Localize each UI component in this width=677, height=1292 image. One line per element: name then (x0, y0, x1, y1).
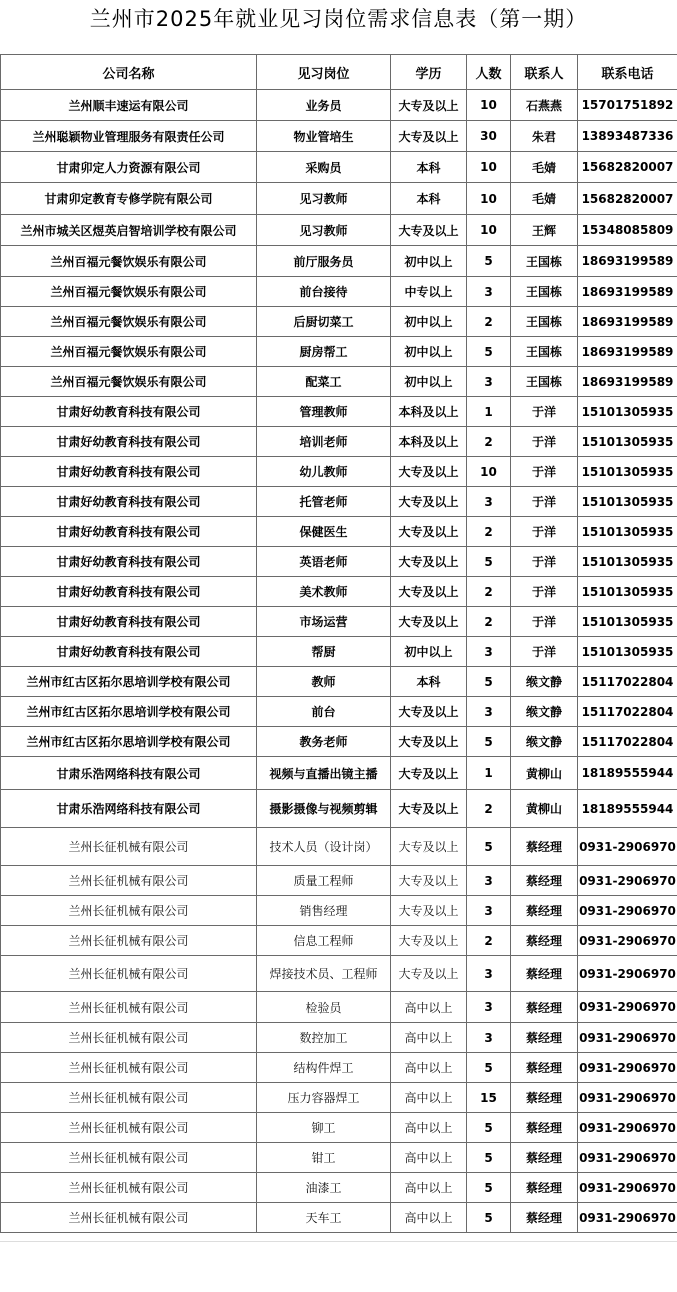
table-row (1, 307, 677, 337)
contact-cell: 缑文静 (511, 727, 578, 757)
education-cell: 大专及以上 (391, 517, 467, 547)
company-cell: 兰州市红古区拓尔思培训学校有限公司 (1, 667, 257, 697)
count-cell: 3 (467, 487, 511, 517)
contact-cell: 王国栋 (511, 277, 578, 307)
contact-cell: 黄柳山 (511, 757, 578, 790)
company-cell: 兰州长征机械有限公司 (1, 1023, 257, 1053)
education-cell: 初中以上 (391, 637, 467, 667)
position-cell: 美术教师 (257, 577, 391, 607)
phone-cell: 18693199589 (578, 277, 677, 307)
company-cell: 兰州长征机械有限公司 (1, 992, 257, 1023)
count-cell: 3 (467, 992, 511, 1023)
position-cell: 幼儿教师 (257, 457, 391, 487)
education-cell: 大专及以上 (391, 790, 467, 828)
education-cell: 大专及以上 (391, 215, 467, 246)
table-row (1, 457, 677, 487)
count-cell: 3 (467, 367, 511, 397)
education-cell: 大专及以上 (391, 121, 467, 152)
phone-cell: 0931-2906970 (578, 992, 677, 1023)
phone-cell: 13893487336 (578, 121, 677, 152)
position-cell: 后厨切菜工 (257, 307, 391, 337)
company-cell: 兰州长征机械有限公司 (1, 1203, 257, 1233)
phone-cell: 0931-2906970 (578, 1143, 677, 1173)
education-cell: 大专及以上 (391, 487, 467, 517)
blank-sheet-area (0, 1241, 677, 1292)
position-cell: 天车工 (257, 1203, 391, 1233)
table-row (1, 547, 677, 577)
phone-cell: 15101305935 (578, 487, 677, 517)
contact-cell: 蔡经理 (511, 926, 578, 956)
position-cell: 数控加工 (257, 1023, 391, 1053)
company-cell: 甘肃好幼教育科技有限公司 (1, 517, 257, 547)
company-cell: 兰州百福元餐饮娱乐有限公司 (1, 307, 257, 337)
table-row (1, 667, 677, 697)
company-cell: 甘肃好幼教育科技有限公司 (1, 427, 257, 457)
phone-cell: 0931-2906970 (578, 926, 677, 956)
company-cell: 甘肃乐浩网络科技有限公司 (1, 757, 257, 790)
contact-cell: 蔡经理 (511, 1173, 578, 1203)
education-cell: 大专及以上 (391, 727, 467, 757)
education-cell: 高中以上 (391, 1113, 467, 1143)
company-cell: 兰州长征机械有限公司 (1, 956, 257, 992)
contact-cell: 于洋 (511, 577, 578, 607)
contact-cell: 于洋 (511, 487, 578, 517)
table-row (1, 1023, 677, 1053)
count-cell: 2 (467, 926, 511, 956)
table-row (1, 152, 677, 183)
phone-cell: 15117022804 (578, 697, 677, 727)
education-cell: 高中以上 (391, 1203, 467, 1233)
position-cell: 结构件焊工 (257, 1053, 391, 1083)
education-cell: 高中以上 (391, 1173, 467, 1203)
phone-cell: 15101305935 (578, 457, 677, 487)
table-row (1, 956, 677, 992)
phone-cell: 15682820007 (578, 152, 677, 183)
position-cell: 检验员 (257, 992, 391, 1023)
count-cell: 5 (467, 667, 511, 697)
count-cell: 15 (467, 1083, 511, 1113)
table-row (1, 183, 677, 215)
table-row (1, 577, 677, 607)
position-cell: 英语老师 (257, 547, 391, 577)
table-row (1, 215, 677, 246)
position-cell: 摄影摄像与视频剪辑 (257, 790, 391, 828)
phone-cell: 18693199589 (578, 367, 677, 397)
contact-cell: 毛婧 (511, 152, 578, 183)
company-cell: 甘肃好幼教育科技有限公司 (1, 637, 257, 667)
table-row (1, 992, 677, 1023)
education-cell: 本科 (391, 152, 467, 183)
education-cell: 大专及以上 (391, 697, 467, 727)
phone-cell: 15101305935 (578, 577, 677, 607)
table-row (1, 896, 677, 926)
company-cell: 兰州聪颖物业管理服务有限责任公司 (1, 121, 257, 152)
count-cell: 2 (467, 427, 511, 457)
phone-cell: 15117022804 (578, 727, 677, 757)
company-cell: 兰州长征机械有限公司 (1, 828, 257, 866)
count-cell: 2 (467, 517, 511, 547)
count-cell: 3 (467, 896, 511, 926)
phone-cell: 0931-2906970 (578, 956, 677, 992)
position-cell: 信息工程师 (257, 926, 391, 956)
contact-cell: 蔡经理 (511, 1023, 578, 1053)
contact-cell: 王国栋 (511, 307, 578, 337)
count-cell: 3 (467, 1023, 511, 1053)
phone-cell: 0931-2906970 (578, 1113, 677, 1143)
contact-cell: 黄柳山 (511, 790, 578, 828)
education-cell: 中专以上 (391, 277, 467, 307)
company-cell: 兰州长征机械有限公司 (1, 1173, 257, 1203)
education-cell: 本科 (391, 667, 467, 697)
contact-cell: 于洋 (511, 517, 578, 547)
table-row (1, 90, 677, 121)
contact-cell: 朱君 (511, 121, 578, 152)
count-cell: 5 (467, 1143, 511, 1173)
contact-cell: 蔡经理 (511, 1143, 578, 1173)
table-row (1, 1053, 677, 1083)
table-row (1, 337, 677, 367)
company-cell: 甘肃好幼教育科技有限公司 (1, 577, 257, 607)
phone-cell: 15101305935 (578, 547, 677, 577)
company-cell: 兰州百福元餐饮娱乐有限公司 (1, 246, 257, 277)
position-cell: 培训老师 (257, 427, 391, 457)
count-cell: 5 (467, 337, 511, 367)
company-cell: 甘肃卯定人力资源有限公司 (1, 152, 257, 183)
company-cell: 兰州市红古区拓尔思培训学校有限公司 (1, 727, 257, 757)
company-cell: 兰州长征机械有限公司 (1, 896, 257, 926)
company-cell: 兰州市城关区煜英启智培训学校有限公司 (1, 215, 257, 246)
table-row (1, 246, 677, 277)
table-row (1, 697, 677, 727)
company-cell: 兰州长征机械有限公司 (1, 926, 257, 956)
count-cell: 10 (467, 457, 511, 487)
position-cell: 见习教师 (257, 215, 391, 246)
position-cell: 销售经理 (257, 896, 391, 926)
company-cell: 兰州百福元餐饮娱乐有限公司 (1, 367, 257, 397)
company-cell: 兰州长征机械有限公司 (1, 866, 257, 896)
contact-cell: 于洋 (511, 607, 578, 637)
count-cell: 3 (467, 866, 511, 896)
count-cell: 10 (467, 152, 511, 183)
count-cell: 1 (467, 757, 511, 790)
education-cell: 大专及以上 (391, 956, 467, 992)
phone-cell: 0931-2906970 (578, 1053, 677, 1083)
phone-cell: 15682820007 (578, 183, 677, 215)
phone-cell: 18693199589 (578, 246, 677, 277)
count-cell: 5 (467, 1053, 511, 1083)
education-cell: 大专及以上 (391, 607, 467, 637)
count-cell: 3 (467, 277, 511, 307)
phone-cell: 15101305935 (578, 607, 677, 637)
contact-cell: 蔡经理 (511, 1113, 578, 1143)
count-cell: 5 (467, 1173, 511, 1203)
company-cell: 甘肃好幼教育科技有限公司 (1, 457, 257, 487)
phone-cell: 0931-2906970 (578, 1173, 677, 1203)
contact-cell: 蔡经理 (511, 896, 578, 926)
table-row (1, 607, 677, 637)
company-cell: 兰州百福元餐饮娱乐有限公司 (1, 337, 257, 367)
position-cell: 保健医生 (257, 517, 391, 547)
col-header-position: 见习岗位 (257, 55, 391, 90)
count-cell: 1 (467, 397, 511, 427)
contact-cell: 于洋 (511, 397, 578, 427)
count-cell: 5 (467, 1203, 511, 1233)
company-cell: 甘肃卯定教育专修学院有限公司 (1, 183, 257, 215)
education-cell: 大专及以上 (391, 90, 467, 121)
table-row (1, 1113, 677, 1143)
col-header-count: 人数 (467, 55, 511, 90)
education-cell: 高中以上 (391, 1143, 467, 1173)
job-table (0, 54, 677, 1233)
contact-cell: 王国栋 (511, 367, 578, 397)
education-cell: 初中以上 (391, 246, 467, 277)
contact-cell: 于洋 (511, 547, 578, 577)
count-cell: 2 (467, 790, 511, 828)
contact-cell: 于洋 (511, 457, 578, 487)
phone-cell: 18693199589 (578, 337, 677, 367)
company-cell: 甘肃好幼教育科技有限公司 (1, 607, 257, 637)
phone-cell: 15101305935 (578, 397, 677, 427)
count-cell: 3 (467, 637, 511, 667)
position-cell: 厨房帮工 (257, 337, 391, 367)
count-cell: 10 (467, 215, 511, 246)
table-row (1, 1173, 677, 1203)
contact-cell: 于洋 (511, 427, 578, 457)
education-cell: 高中以上 (391, 1023, 467, 1053)
count-cell: 5 (467, 1113, 511, 1143)
education-cell: 初中以上 (391, 337, 467, 367)
table-row (1, 277, 677, 307)
company-cell: 兰州长征机械有限公司 (1, 1113, 257, 1143)
table-body (1, 90, 677, 1233)
count-cell: 10 (467, 90, 511, 121)
position-cell: 钳工 (257, 1143, 391, 1173)
table-row (1, 828, 677, 866)
count-cell: 5 (467, 246, 511, 277)
education-cell: 本科及以上 (391, 397, 467, 427)
table-row (1, 121, 677, 152)
contact-cell: 王国栋 (511, 337, 578, 367)
position-cell: 管理教师 (257, 397, 391, 427)
page-title: 兰州市2025年就业见习岗位需求信息表（第一期） (0, 0, 677, 36)
position-cell: 托管老师 (257, 487, 391, 517)
phone-cell: 0931-2906970 (578, 1023, 677, 1053)
position-cell: 技术人员（设计岗） (257, 828, 391, 866)
count-cell: 2 (467, 307, 511, 337)
contact-cell: 于洋 (511, 637, 578, 667)
position-cell: 铆工 (257, 1113, 391, 1143)
contact-cell: 蔡经理 (511, 956, 578, 992)
col-header-phone: 联系电话 (578, 55, 677, 90)
table-row (1, 487, 677, 517)
phone-cell: 15101305935 (578, 517, 677, 547)
table-row (1, 790, 677, 828)
phone-cell: 15348085809 (578, 215, 677, 246)
count-cell: 5 (467, 547, 511, 577)
count-cell: 5 (467, 727, 511, 757)
company-cell: 甘肃好幼教育科技有限公司 (1, 487, 257, 517)
contact-cell: 石燕燕 (511, 90, 578, 121)
company-cell: 甘肃好幼教育科技有限公司 (1, 397, 257, 427)
contact-cell: 蔡经理 (511, 992, 578, 1023)
table-row (1, 866, 677, 896)
position-cell: 压力容器焊工 (257, 1083, 391, 1113)
col-header-company: 公司名称 (1, 55, 257, 90)
education-cell: 大专及以上 (391, 896, 467, 926)
position-cell: 质量工程师 (257, 866, 391, 896)
education-cell: 高中以上 (391, 1083, 467, 1113)
contact-cell: 蔡经理 (511, 1053, 578, 1083)
table-row (1, 397, 677, 427)
position-cell: 市场运营 (257, 607, 391, 637)
company-cell: 甘肃乐浩网络科技有限公司 (1, 790, 257, 828)
contact-cell: 缑文静 (511, 697, 578, 727)
position-cell: 帮厨 (257, 637, 391, 667)
position-cell: 教师 (257, 667, 391, 697)
phone-cell: 15101305935 (578, 427, 677, 457)
phone-cell: 0931-2906970 (578, 828, 677, 866)
table-row (1, 1203, 677, 1233)
table-row (1, 926, 677, 956)
count-cell: 3 (467, 956, 511, 992)
education-cell: 本科 (391, 183, 467, 215)
company-cell: 兰州顺丰速运有限公司 (1, 90, 257, 121)
contact-cell: 蔡经理 (511, 1203, 578, 1233)
education-cell: 大专及以上 (391, 547, 467, 577)
contact-cell: 蔡经理 (511, 1083, 578, 1113)
education-cell: 大专及以上 (391, 457, 467, 487)
contact-cell: 毛婧 (511, 183, 578, 215)
company-cell: 兰州长征机械有限公司 (1, 1053, 257, 1083)
contact-cell: 蔡经理 (511, 866, 578, 896)
phone-cell: 18693199589 (578, 307, 677, 337)
position-cell: 见习教师 (257, 183, 391, 215)
table-row (1, 1143, 677, 1173)
col-header-contact: 联系人 (511, 55, 578, 90)
education-cell: 大专及以上 (391, 757, 467, 790)
count-cell: 30 (467, 121, 511, 152)
phone-cell: 0931-2906970 (578, 896, 677, 926)
count-cell: 3 (467, 697, 511, 727)
company-cell: 甘肃好幼教育科技有限公司 (1, 547, 257, 577)
count-cell: 5 (467, 828, 511, 866)
education-cell: 大专及以上 (391, 577, 467, 607)
phone-cell: 15101305935 (578, 637, 677, 667)
contact-cell: 缑文静 (511, 667, 578, 697)
education-cell: 大专及以上 (391, 866, 467, 896)
table-row (1, 517, 677, 547)
count-cell: 2 (467, 577, 511, 607)
position-cell: 焊接技术员、工程师 (257, 956, 391, 992)
phone-cell: 0931-2906970 (578, 1203, 677, 1233)
contact-cell: 王国栋 (511, 246, 578, 277)
phone-cell: 15117022804 (578, 667, 677, 697)
position-cell: 油漆工 (257, 1173, 391, 1203)
education-cell: 大专及以上 (391, 926, 467, 956)
position-cell: 采购员 (257, 152, 391, 183)
contact-cell: 蔡经理 (511, 828, 578, 866)
education-cell: 初中以上 (391, 307, 467, 337)
table-header-row (1, 55, 677, 90)
position-cell: 业务员 (257, 90, 391, 121)
table-row (1, 637, 677, 667)
table-row (1, 367, 677, 397)
position-cell: 前厅服务员 (257, 246, 391, 277)
phone-cell: 18189555944 (578, 757, 677, 790)
position-cell: 前台 (257, 697, 391, 727)
phone-cell: 18189555944 (578, 790, 677, 828)
phone-cell: 15701751892 (578, 90, 677, 121)
count-cell: 10 (467, 183, 511, 215)
table-row (1, 727, 677, 757)
phone-cell: 0931-2906970 (578, 866, 677, 896)
position-cell: 配菜工 (257, 367, 391, 397)
education-cell: 大专及以上 (391, 828, 467, 866)
table-row (1, 757, 677, 790)
company-cell: 兰州长征机械有限公司 (1, 1143, 257, 1173)
position-cell: 视频与直播出镜主播 (257, 757, 391, 790)
position-cell: 教务老师 (257, 727, 391, 757)
col-header-education: 学历 (391, 55, 467, 90)
education-cell: 本科及以上 (391, 427, 467, 457)
education-cell: 初中以上 (391, 367, 467, 397)
education-cell: 高中以上 (391, 1053, 467, 1083)
count-cell: 2 (467, 607, 511, 637)
position-cell: 物业管培生 (257, 121, 391, 152)
phone-cell: 0931-2906970 (578, 1083, 677, 1113)
education-cell: 高中以上 (391, 992, 467, 1023)
company-cell: 兰州长征机械有限公司 (1, 1083, 257, 1113)
contact-cell: 王辉 (511, 215, 578, 246)
company-cell: 兰州市红古区拓尔思培训学校有限公司 (1, 697, 257, 727)
company-cell: 兰州百福元餐饮娱乐有限公司 (1, 277, 257, 307)
table-row (1, 427, 677, 457)
position-cell: 前台接待 (257, 277, 391, 307)
table-row (1, 1083, 677, 1113)
